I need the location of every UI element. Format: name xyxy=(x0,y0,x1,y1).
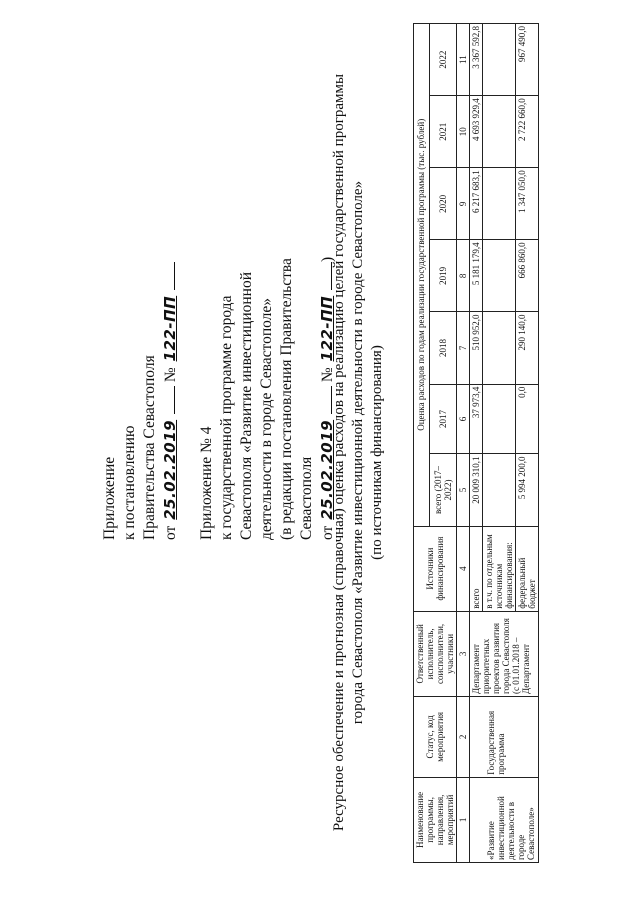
value-cell xyxy=(483,168,516,240)
header-name: Наименование программы, направления, мероприятий xyxy=(414,777,457,862)
source-cell: всего xyxy=(470,526,483,611)
value-cell xyxy=(483,240,516,312)
column-number: 3 xyxy=(457,611,470,696)
value-cell xyxy=(483,312,516,384)
column-number: 9 xyxy=(457,168,470,240)
program-appendix-line: Севастополя «Развитие инвестиционной xyxy=(238,272,255,540)
header-total: всего (2017–2022) xyxy=(429,454,456,526)
value-cell: 3 367 592,8 xyxy=(470,24,483,96)
value-cell: 5 181 179,4 xyxy=(470,240,483,312)
appendix-resolution: к постановлению xyxy=(121,425,138,540)
funding-table xyxy=(413,23,539,863)
header-year: 2022 xyxy=(429,24,456,96)
title-line: города Севастополя «Развитие инвестиционной деятельности в городе Севастополе» xyxy=(350,180,366,725)
program-appendix-line: деятельности в городе Севастополе» xyxy=(258,297,275,540)
value-cell: 290 140,0 xyxy=(516,312,539,384)
column-number: 8 xyxy=(457,240,470,312)
column-numbers-row xyxy=(457,24,470,863)
header-row xyxy=(414,24,430,863)
value-cell xyxy=(483,24,516,96)
value-cell: 967 490,0 xyxy=(516,24,539,96)
column-number: 4 xyxy=(457,526,470,611)
header-year: 2017 xyxy=(429,384,456,454)
value-cell: 37 973,4 xyxy=(470,384,483,454)
handwritten-date: 25.02.2019 xyxy=(318,419,336,520)
source-cell: федеральный бюджет xyxy=(516,526,539,611)
value-cell: 2 722 660,0 xyxy=(516,96,539,168)
value-cell: 510 952,0 xyxy=(470,312,483,384)
column-number: 6 xyxy=(457,384,470,454)
executor-cell: Департамент приоритетных проектов развития города Севастополя (с 01.01.2018 – Департамент xyxy=(470,611,539,696)
value-cell xyxy=(483,384,516,454)
value-cell xyxy=(483,96,516,168)
column-number: 1 xyxy=(457,777,470,862)
header-estimate: Оценка расходов по годам реализации государственной программы (тыс. рублей) xyxy=(414,24,430,527)
value-cell: 4 693 929,4 xyxy=(470,96,483,168)
column-number: 7 xyxy=(457,312,470,384)
program-status-cell: Государственная программа xyxy=(470,696,539,777)
appendix-block xyxy=(100,70,338,540)
handwritten-date: 25.02.2019 xyxy=(161,419,179,520)
document-title xyxy=(330,0,387,905)
value-cell: 666 860,0 xyxy=(516,240,539,312)
total-cell xyxy=(483,454,516,526)
header-year: 2021 xyxy=(429,96,456,168)
column-number: 2 xyxy=(457,696,470,777)
total-cell: 20 009 310,1 xyxy=(470,454,483,526)
appendix-label: Приложение xyxy=(101,456,118,540)
appendix-government: Правительства Севастополя xyxy=(141,355,158,540)
blank-line xyxy=(160,386,175,414)
header-year: 2018 xyxy=(429,312,456,384)
appendix-date-line: от 25.02.2019 № 122-ПП xyxy=(160,70,181,540)
header-year: 2019 xyxy=(429,240,456,312)
value-cell: 1 347 050,0 xyxy=(516,168,539,240)
handwritten-number: 122-ПП xyxy=(161,295,179,362)
handwritten-number: 122-ПП xyxy=(318,295,336,362)
column-number: 11 xyxy=(457,24,470,96)
program-appendix-line: (в редакции постановления Правительства xyxy=(278,258,295,540)
program-appendix-line: к государственной программе города xyxy=(218,295,235,540)
program-appendix-label: Приложение № 4 xyxy=(198,426,215,540)
title-line: (по источникам финансирования) xyxy=(369,345,385,560)
column-number: 10 xyxy=(457,96,470,168)
value-cell: 0,0 xyxy=(516,384,539,454)
program-appendix-line: Севастополя xyxy=(298,456,315,540)
program-name-cell: «Развитие инвестиционной деятельности в городе Севастополе» xyxy=(470,777,539,862)
value-cell: 6 217 683,1 xyxy=(470,168,483,240)
total-cell: 5 994 200,0 xyxy=(516,454,539,526)
source-cell: в т.ч. по отдельным источникам финансирования: xyxy=(483,526,516,611)
header-executor: Ответственный исполнитель, соисполнители, участники xyxy=(414,611,457,696)
column-number: 5 xyxy=(457,454,470,526)
program-appendix-date-line: от 25.02.2019 № 122-ПП ) xyxy=(318,256,336,540)
header-status: Статус, код мероприятия xyxy=(414,696,457,777)
header-year: 2020 xyxy=(429,168,456,240)
table-row xyxy=(470,24,483,863)
title-line: Ресурсное обеспечение и прогнозная (справочная) оценка расходов на реализацию целей государственной программы xyxy=(331,73,347,832)
blank-line xyxy=(160,262,175,290)
header-source: Источники финансирования xyxy=(414,526,457,611)
